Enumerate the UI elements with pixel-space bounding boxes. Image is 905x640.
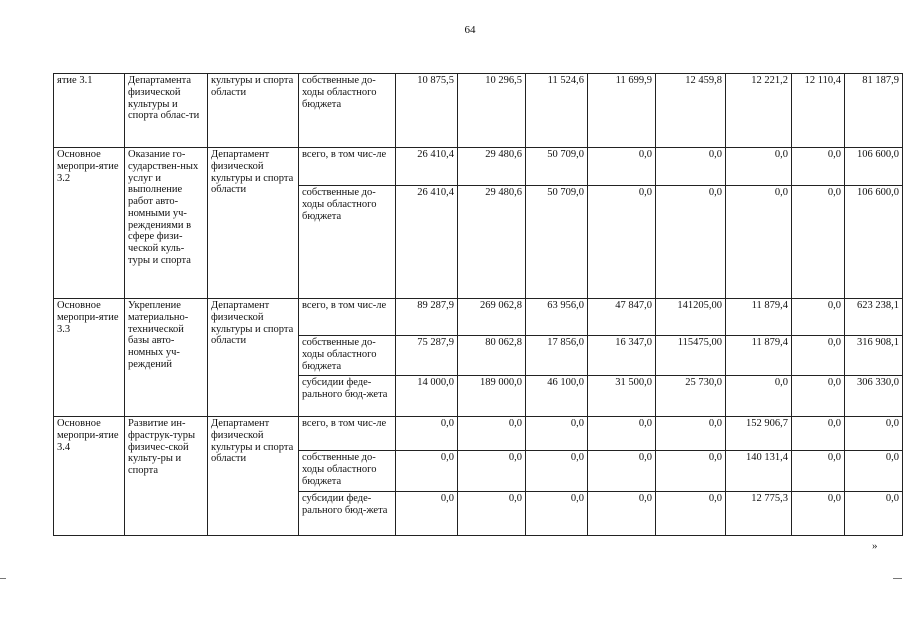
year-value-cell: 0,0 bbox=[656, 148, 726, 186]
funding-source-cell: субсидии феде-рального бюд-жета bbox=[299, 376, 396, 417]
year-value-cell: 50 709,0 bbox=[526, 148, 588, 186]
year-value-cell: 29 480,6 bbox=[458, 148, 526, 186]
year-value-cell: 10 296,5 bbox=[458, 74, 526, 148]
year-value-cell: 115475,00 bbox=[656, 336, 726, 376]
table-row bbox=[54, 74, 903, 148]
edge-mark-right bbox=[893, 578, 902, 579]
year-value-cell: 17 856,0 bbox=[526, 336, 588, 376]
year-value-cell: 0,0 bbox=[526, 417, 588, 451]
budget-table bbox=[53, 73, 903, 536]
year-value-cell: 12 459,8 bbox=[656, 74, 726, 148]
funding-source-cell: всего, в том чис-ле bbox=[299, 299, 396, 336]
year-value-cell: 16 347,0 bbox=[588, 336, 656, 376]
year-value-cell: 11 879,4 bbox=[726, 336, 792, 376]
total-value-cell: 81 187,9 bbox=[845, 74, 903, 148]
year-value-cell: 189 000,0 bbox=[458, 376, 526, 417]
event-description-cell: Департамента физической культуры и спорта облас-ти bbox=[125, 74, 208, 148]
year-value-cell: 0,0 bbox=[792, 186, 845, 299]
year-value-cell: 0,0 bbox=[726, 376, 792, 417]
total-value-cell: 306 330,0 bbox=[845, 376, 903, 417]
year-value-cell: 0,0 bbox=[656, 492, 726, 536]
year-value-cell: 80 062,8 bbox=[458, 336, 526, 376]
year-value-cell: 11 524,6 bbox=[526, 74, 588, 148]
year-value-cell: 0,0 bbox=[792, 376, 845, 417]
year-value-cell: 0,0 bbox=[792, 451, 845, 492]
year-value-cell: 0,0 bbox=[588, 148, 656, 186]
year-value-cell: 0,0 bbox=[726, 148, 792, 186]
year-value-cell: 12 110,4 bbox=[792, 74, 845, 148]
total-value-cell: 106 600,0 bbox=[845, 148, 903, 186]
table-row bbox=[54, 417, 903, 451]
funding-source-cell: собственные до-ходы областного бюджета bbox=[299, 74, 396, 148]
table-body bbox=[54, 74, 903, 536]
executor-cell: Департамент физической культуры и спорта области bbox=[208, 299, 299, 417]
year-value-cell: 0,0 bbox=[396, 451, 458, 492]
year-value-cell: 141205,00 bbox=[656, 299, 726, 336]
year-value-cell: 46 100,0 bbox=[526, 376, 588, 417]
year-value-cell: 29 480,6 bbox=[458, 186, 526, 299]
event-name-cell: Основное меропри-ятие 3.2 bbox=[54, 148, 125, 299]
year-value-cell: 11 699,9 bbox=[588, 74, 656, 148]
year-value-cell: 47 847,0 bbox=[588, 299, 656, 336]
year-value-cell: 0,0 bbox=[588, 417, 656, 451]
year-value-cell: 0,0 bbox=[656, 186, 726, 299]
year-value-cell: 26 410,4 bbox=[396, 148, 458, 186]
year-value-cell: 0,0 bbox=[526, 492, 588, 536]
year-value-cell: 0,0 bbox=[726, 186, 792, 299]
executor-cell: Департамент физической культуры и спорта области bbox=[208, 148, 299, 299]
year-value-cell: 10 875,5 bbox=[396, 74, 458, 148]
event-description-cell: Оказание го-сударствен-ных услуг и выполнение работ авто-номными уч-реждениями в сфере физи-ческой куль-туры и спорта bbox=[125, 148, 208, 299]
year-value-cell: 0,0 bbox=[588, 492, 656, 536]
year-value-cell: 26 410,4 bbox=[396, 186, 458, 299]
total-value-cell: 0,0 bbox=[845, 492, 903, 536]
year-value-cell: 31 500,0 bbox=[588, 376, 656, 417]
year-value-cell: 0,0 bbox=[588, 451, 656, 492]
executor-cell: культуры и спорта области bbox=[208, 74, 299, 148]
year-value-cell: 75 287,9 bbox=[396, 336, 458, 376]
funding-source-cell: собственные до-ходы областного бюджета bbox=[299, 451, 396, 492]
event-name-cell: Основное меропри-ятие 3.4 bbox=[54, 417, 125, 536]
event-description-cell: Укрепление материально-технической базы авто-номных уч-реждений bbox=[125, 299, 208, 417]
event-name-cell: Основное меропри-ятие 3.3 bbox=[54, 299, 125, 417]
year-value-cell: 0,0 bbox=[792, 492, 845, 536]
year-value-cell: 89 287,9 bbox=[396, 299, 458, 336]
year-value-cell: 50 709,0 bbox=[526, 186, 588, 299]
year-value-cell: 0,0 bbox=[792, 299, 845, 336]
executor-cell: Департамент физической культуры и спорта области bbox=[208, 417, 299, 536]
year-value-cell: 11 879,4 bbox=[726, 299, 792, 336]
total-value-cell: 316 908,1 bbox=[845, 336, 903, 376]
funding-source-cell: собственные до-ходы областного бюджета bbox=[299, 336, 396, 376]
year-value-cell: 12 775,3 bbox=[726, 492, 792, 536]
total-value-cell: 0,0 bbox=[845, 417, 903, 451]
total-value-cell: 623 238,1 bbox=[845, 299, 903, 336]
year-value-cell: 63 956,0 bbox=[526, 299, 588, 336]
year-value-cell: 152 906,7 bbox=[726, 417, 792, 451]
year-value-cell: 0,0 bbox=[458, 417, 526, 451]
funding-source-cell: субсидии феде-рального бюд-жета bbox=[299, 492, 396, 536]
year-value-cell: 0,0 bbox=[526, 451, 588, 492]
year-value-cell: 0,0 bbox=[396, 417, 458, 451]
year-value-cell: 0,0 bbox=[458, 492, 526, 536]
table-row bbox=[54, 299, 903, 336]
continuation-mark: » bbox=[872, 540, 878, 552]
year-value-cell: 140 131,4 bbox=[726, 451, 792, 492]
funding-source-cell: всего, в том чис-ле bbox=[299, 417, 396, 451]
year-value-cell: 269 062,8 bbox=[458, 299, 526, 336]
year-value-cell: 0,0 bbox=[656, 417, 726, 451]
year-value-cell: 0,0 bbox=[792, 417, 845, 451]
total-value-cell: 0,0 bbox=[845, 451, 903, 492]
year-value-cell: 0,0 bbox=[396, 492, 458, 536]
edge-mark-left bbox=[0, 578, 6, 579]
year-value-cell: 12 221,2 bbox=[726, 74, 792, 148]
year-value-cell: 25 730,0 bbox=[656, 376, 726, 417]
year-value-cell: 0,0 bbox=[458, 451, 526, 492]
funding-source-cell: всего, в том чис-ле bbox=[299, 148, 396, 186]
funding-source-cell: собственные до-ходы областного бюджета bbox=[299, 186, 396, 299]
year-value-cell: 0,0 bbox=[588, 186, 656, 299]
event-description-cell: Развитие ин-фраструк-туры физичес-ской культу-ры и спорта bbox=[125, 417, 208, 536]
year-value-cell: 0,0 bbox=[656, 451, 726, 492]
event-name-cell: ятие 3.1 bbox=[54, 74, 125, 148]
table-row bbox=[54, 148, 903, 186]
year-value-cell: 0,0 bbox=[792, 336, 845, 376]
year-value-cell: 14 000,0 bbox=[396, 376, 458, 417]
total-value-cell: 106 600,0 bbox=[845, 186, 903, 299]
page-number: 64 bbox=[464, 24, 476, 36]
year-value-cell: 0,0 bbox=[792, 148, 845, 186]
